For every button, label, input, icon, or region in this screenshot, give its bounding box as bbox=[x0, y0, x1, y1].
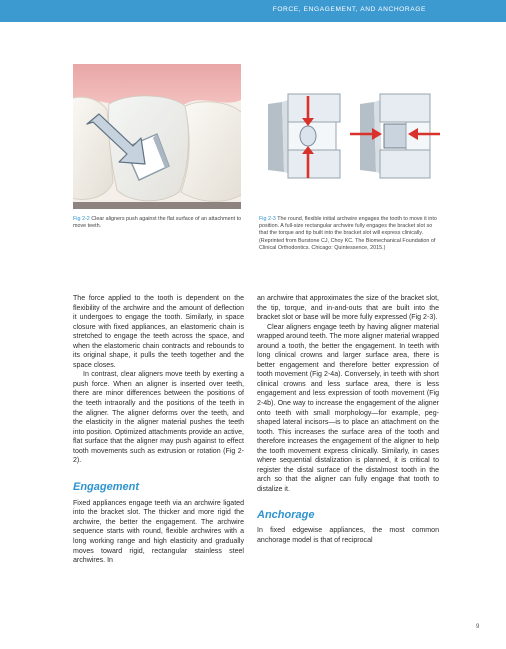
caption-text: The round, flexible initial archwire engages the tooth to move it into position. A full-size rectangular archwire fully engages the bracket slot so that the torque and tip built into the bracket slot will express clinically. (Reprinted from Burstone CJ, Choy KC. The Biomechanical Foundation of Clinical Orthodontics. Chicago: Quintessence, 2015.) bbox=[259, 216, 437, 251]
body-paragraph: an archwire that approximates the size of the bracket slot, the tip, torque, and in-and-outs that are built into the bracket slot or base will be more fully expressed (Fig 2-3). bbox=[257, 295, 439, 322]
bracket-archwire-diagram bbox=[262, 92, 440, 182]
figure-2-3-image bbox=[262, 92, 440, 182]
running-header-bar bbox=[0, 0, 506, 22]
teeth-with-attachment-illustration bbox=[73, 64, 241, 209]
section-heading-anchorage: Anchorage bbox=[257, 509, 315, 522]
figure-label: Fig 2-3 bbox=[259, 216, 276, 222]
page-number: 9 bbox=[476, 624, 480, 630]
figure-2-2-image bbox=[73, 64, 241, 209]
body-paragraph: In fixed edgewise appliances, the most common anchorage model is that of reciprocal bbox=[257, 527, 439, 545]
section-heading-engagement: Engagement bbox=[73, 480, 140, 493]
running-title: FORCE, ENGAGEMENT, AND ANCHORAGE bbox=[272, 6, 426, 13]
figure-label: Fig 2-2 bbox=[73, 216, 90, 222]
figure-2-2-caption bbox=[73, 216, 245, 230]
body-paragraph: Fixed appliances engage teeth via an archwire ligated into the bracket slot. The thicker and more rigid the archwire, the better the engagement. The archwire sequence starts with round, flexible archwires with a long working range and high elasticity and gradually moves toward rigid, rectangular stainless steel archwires. In bbox=[73, 499, 244, 565]
body-paragraph: Clear aligners engage teeth by having aligner material wrapped around teeth. The more aligner material wrapped around a tooth, the better the engagement. In teeth with long clinical crowns and larger surface area, there is better engagement and therefore better expression of tooth movement (Fig 2-4a). Conversely, in teeth with short clinical crowns and less surface area, there is less engagement and less expression of tooth movement (Fig 2-4b). One way to increase the engagement of the aligner onto teeth with small morphology—for example, peg-shaped lateral incisors—is to place an attachment on the tooth. This increases the surface area of the tooth and therefore increases the engagement of the aligner to help the tooth movement express clinically. Similarly, in cases where sequential distalization is planned, it is critical to register the distal surface of the distalmost tooth in the arch so that the aligner can fully engage that tooth to distalize it. bbox=[257, 323, 439, 493]
right-text-column bbox=[257, 294, 439, 546]
body-paragraph: The force applied to the tooth is dependent on the flexibility of the archwire and the amount of deflection it undergoes to engage the tooth. Similarly, in space closure with fixed appliances, an elastomeric chain is stretched to engage the teeth across the space, and when the elastomeric chain contracts and rebounds to its original shape, it pulls the teeth together and the space closes. bbox=[73, 295, 244, 369]
figure-2-3-caption bbox=[259, 216, 441, 252]
caption-text: Clear aligners push against the flat surface of an attachment to move teeth. bbox=[73, 216, 242, 230]
left-text-column bbox=[73, 294, 244, 566]
body-paragraph: In contrast, clear aligners move teeth by exerting a push force. When an aligner is inserted over teeth, there are minor differences between the positions of the teeth intraorally and the positions of the teeth in the aligner. The aligner deforms over the teeth, and the elasticity in the aligner material pushes the teeth into position. Optimized attachments provide an active, flat surface that the aligner may push against to effect tooth movements such as extrusion or rotation (Fig 2-2). bbox=[73, 371, 244, 465]
